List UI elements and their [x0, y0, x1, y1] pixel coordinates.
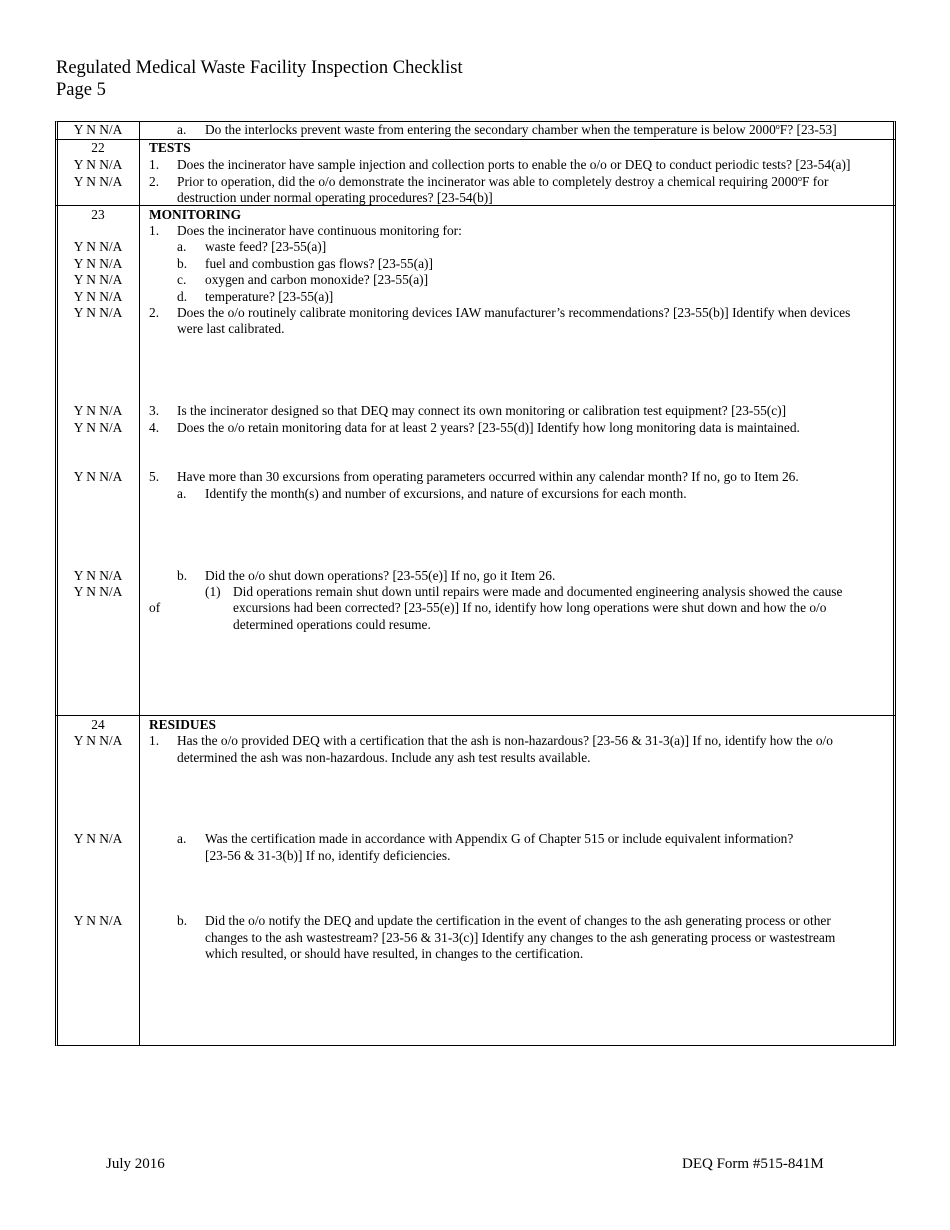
answer-options[interactable]: Y N N/A — [73, 239, 123, 254]
question-text: determined operations could resume. — [233, 617, 431, 632]
question-marker: a. — [177, 239, 187, 254]
question-marker: 2. — [149, 174, 160, 189]
item-number: 23 — [91, 207, 105, 222]
question-text: excursions had been corrected? [23-55(e)] If no, identify how long operations were shut down and how the o/o — [233, 600, 827, 615]
question-marker: b. — [177, 256, 188, 271]
question-marker: 2. — [149, 305, 160, 320]
question-text: Identify the month(s) and number of excursions, and nature of excursions for each month. — [205, 486, 687, 501]
section-title: TESTS — [149, 140, 191, 155]
question-text: of — [149, 600, 161, 615]
question-marker: (1) — [205, 584, 221, 599]
column-divider — [139, 121, 140, 1046]
question-marker: 3. — [149, 403, 160, 418]
page-number: Page 5 — [56, 80, 106, 100]
question-text: were last calibrated. — [177, 321, 285, 336]
section-title: RESIDUES — [149, 717, 216, 732]
question-marker: a. — [177, 831, 187, 846]
question-text: changes to the ash wastestream? [23-56 & 31-3(c)] Identify any changes to the ash generating process or wastestream — [205, 930, 836, 945]
answer-options[interactable]: Y N N/A — [73, 289, 123, 304]
question-marker: 1. — [149, 157, 160, 172]
question-marker: b. — [177, 913, 188, 928]
question-text: Have more than 30 excursions from operating parameters occurred within any calendar month? If no, go to Item 26. — [177, 469, 799, 484]
answer-options[interactable]: Y N N/A — [73, 469, 123, 484]
question-text: oxygen and carbon monoxide? [23-55(a)] — [205, 272, 429, 287]
question-text: Does the o/o routinely calibrate monitoring devices IAW manufacturer’s recommendations? [23-55(b)] Identify when devices — [177, 305, 851, 320]
question-text: temperature? [23-55(a)] — [205, 289, 334, 304]
question-text: Has the o/o provided DEQ with a certification that the ash is non-hazardous? [23-56 & 31-3(a)] If no, identify how the o/o — [177, 733, 833, 748]
answer-options[interactable]: Y N N/A — [73, 122, 123, 137]
question-text: determined the ash was non-hazardous. Include any ash test results available. — [177, 750, 591, 765]
footer-date: July 2016 — [106, 1156, 165, 1172]
question-text: destruction under normal operating procedures? [23-54(b)] — [177, 190, 493, 205]
question-text: [23-56 & 31-3(b)] If no, identify deficiencies. — [205, 848, 451, 863]
answer-options[interactable]: Y N N/A — [73, 157, 123, 172]
answer-options[interactable]: Y N N/A — [73, 272, 123, 287]
section-title: MONITORING — [149, 207, 242, 222]
answer-options[interactable]: Y N N/A — [73, 174, 123, 189]
answer-options[interactable]: Y N N/A — [73, 733, 123, 748]
question-marker: b. — [177, 568, 188, 583]
question-marker: 1. — [149, 223, 160, 238]
answer-options[interactable]: Y N N/A — [73, 403, 123, 418]
question-text: Did the o/o notify the DEQ and update the certification in the event of changes to the ash generating process or other — [205, 913, 831, 928]
question-text: Does the o/o retain monitoring data for at least 2 years? [23-55(d)] Identify how long monitoring data is maintained. — [177, 420, 800, 435]
question-marker: a. — [177, 486, 187, 501]
question-text: Did the o/o shut down operations? [23-55(e)] If no, go it Item 26. — [205, 568, 556, 583]
question-marker: c. — [177, 272, 187, 287]
question-marker: a. — [177, 122, 187, 137]
question-text: Is the incinerator designed so that DEQ may connect its own monitoring or calibration test equipment? [23-55(c)] — [177, 403, 787, 418]
item-number: 24 — [91, 717, 105, 732]
question-text: Was the certification made in accordance with Appendix G of Chapter 515 or include equivalent information? — [205, 831, 794, 846]
question-marker: 5. — [149, 469, 160, 484]
item-number: 22 — [91, 140, 105, 155]
question-text: fuel and combustion gas flows? [23-55(a)] — [205, 256, 433, 271]
question-text: Does the incinerator have continuous monitoring for: — [177, 223, 462, 238]
answer-options[interactable]: Y N N/A — [73, 256, 123, 271]
question-marker: d. — [177, 289, 188, 304]
question-marker: 1. — [149, 733, 160, 748]
row-divider — [55, 715, 896, 716]
answer-options[interactable]: Y N N/A — [73, 584, 123, 599]
question-text: Prior to operation, did the o/o demonstrate the incinerator was able to completely destroy a chemical requiring 2000$^o$F for — [177, 174, 829, 189]
answer-options[interactable]: Y N N/A — [73, 420, 123, 435]
question-text: Did operations remain shut down until repairs were made and documented engineering analysis showed the cause — [233, 584, 843, 599]
question-marker: 4. — [149, 420, 160, 435]
answer-options[interactable]: Y N N/A — [73, 305, 123, 320]
footer-form-number: DEQ Form #515-841M — [682, 1156, 824, 1172]
question-text: Do the interlocks prevent waste from entering the secondary chamber when the temperature is below 2000$^o$F? [23-53] — [205, 122, 837, 137]
answer-options[interactable]: Y N N/A — [73, 831, 123, 846]
document-title: Regulated Medical Waste Facility Inspection Checklist — [56, 58, 463, 78]
answer-options[interactable]: Y N N/A — [73, 568, 123, 583]
question-text: Does the incinerator have sample injection and collection ports to enable the o/o or DEQ to conduct periodic tests? [23-54(a)] — [177, 157, 851, 172]
question-text: waste feed? [23-55(a)] — [205, 239, 327, 254]
question-text: which resulted, or should have resulted, in changes to the certification. — [205, 946, 584, 961]
answer-options[interactable]: Y N N/A — [73, 913, 123, 928]
